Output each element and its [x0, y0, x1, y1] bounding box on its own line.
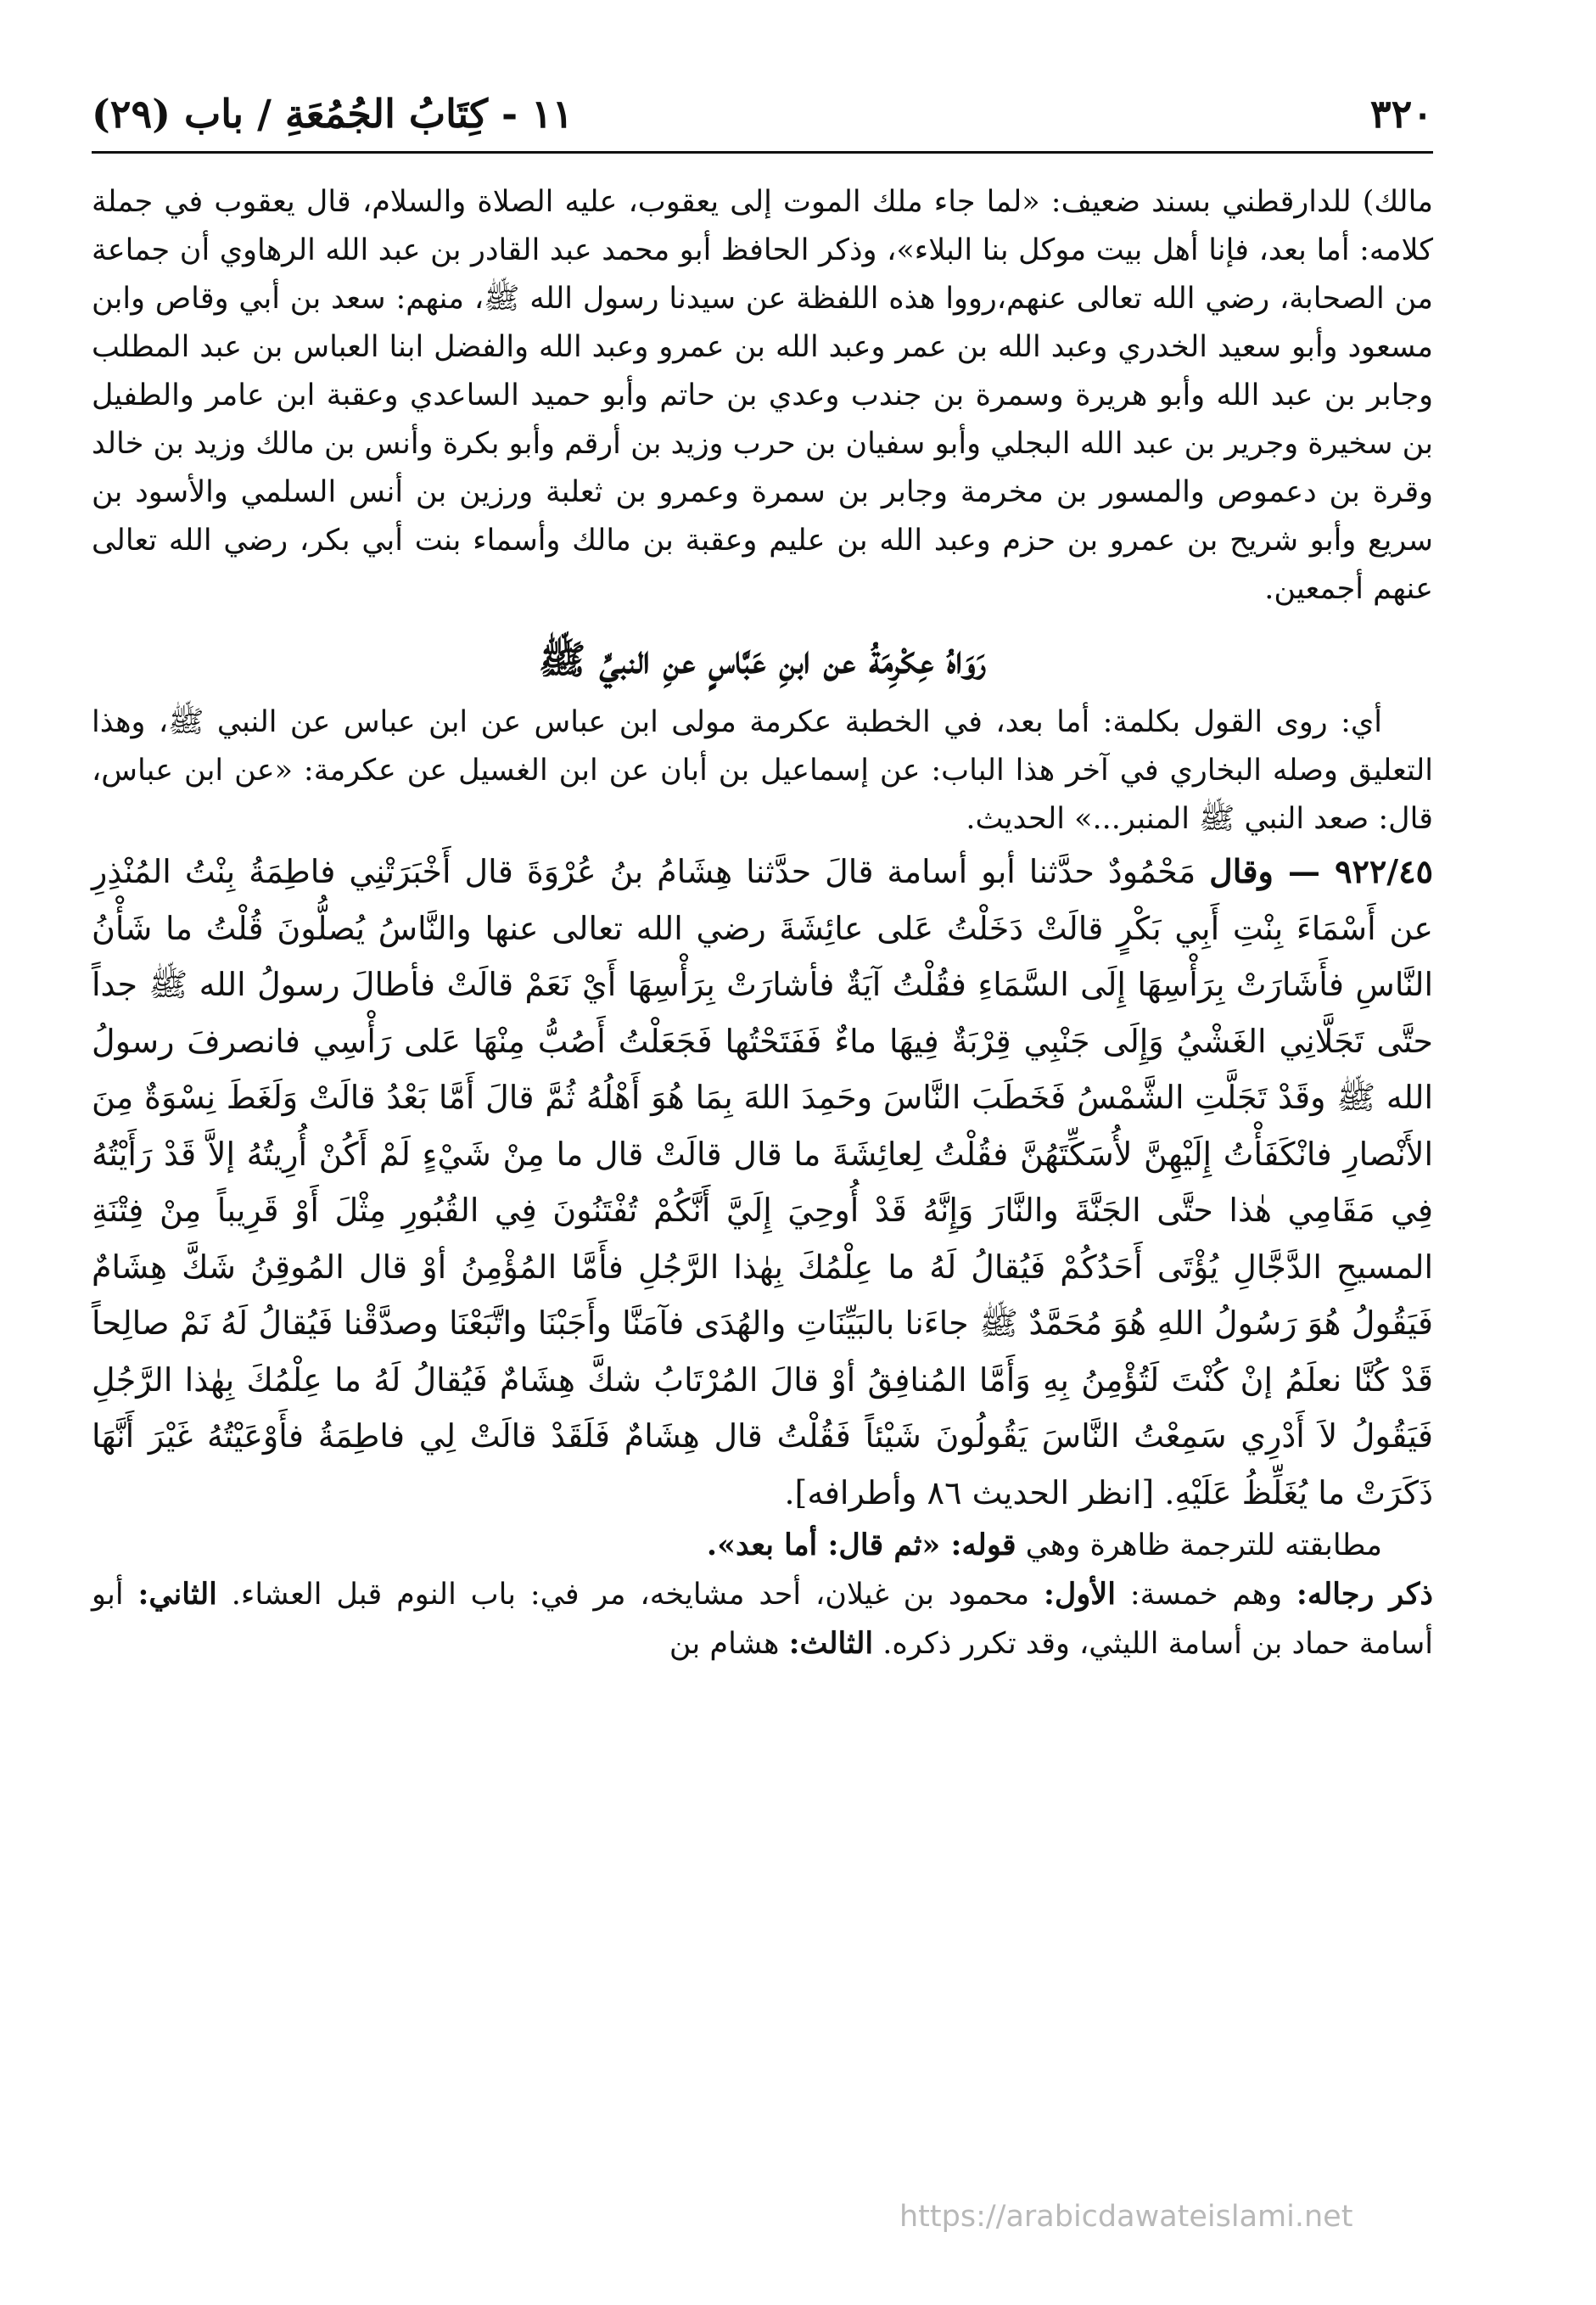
page-header	[92, 83, 1433, 144]
mutabaqa-bold: قوله: «ثم قال: أما بعد».	[706, 1528, 1016, 1562]
rijal-label: ذكر رجاله:	[1296, 1577, 1433, 1612]
mutabaqa-text: مطابقته للترجمة ظاهرة وهي	[1025, 1528, 1382, 1562]
header-divider	[92, 151, 1433, 154]
page-number: ٣٢٠	[1369, 91, 1433, 137]
watermark-url: https://arabicdawateislami.net	[899, 2200, 1353, 2234]
mutabaqa-paragraph	[92, 1521, 1433, 1570]
rijal-text-1: وهم خمسة:	[1129, 1578, 1283, 1612]
page-body	[92, 178, 1433, 1668]
rijal-paragraph	[92, 1570, 1433, 1668]
rijal-text-3: أبو أسامة حماد بن أسامة الليثي، وقد تكرر ذكره.	[92, 1578, 1433, 1661]
rijal-text-4: هشام بن	[669, 1627, 780, 1661]
rijal-text-2: محمود بن غيلان، أحد مشايخه، مر في: باب النوم قبل العشاء.	[231, 1578, 1030, 1612]
hadith-number: ٩٢٢/٤٥ — وقال	[1209, 852, 1433, 890]
hadith-text: مَحْمُودٌ حدَّثنا أبو أسامة قالَ حدَّثنا هِشَامُ بنُ عُرْوَةَ قال أَخْبَرَتْنِي فاطِمَةُ بِنْتُ المُنْذِرِ عن أَسْمَاءَ بِنْتِ أَبِي بَكْرٍ قالَتْ دَخَلْتُ عَلى عائِشَةَ رضي الله تعالى عنها والنَّاسُ يُصلُّونَ قُلْتُ ما شَأْنُ النَّاسِ فأَشَارَتْ بِرَأْسِهَا إِلَى السَّمَاءِ فقُلْتُ آيَةٌ فأشارَتْ بِرَأْسِهَا أَيْ نَعَمْ قالَتْ فأطالَ رسولُ الله ﷺ جداً حتَّى تَجَلَّانِي الغَشْيُ وَإِلَى جَنْبِي قِرْبَةٌ فِيهَا ماءٌ فَفَتَحْتُها فَجَعَلْتُ أَصُبُّ مِنْهَا عَلى رَأْسِي فانصرفَ رسولُ الله ﷺ وقَدْ تَجَلَّتِ الشَّمْسُ فَخَطَبَ النَّاسَ وحَمِدَ اللهَ بِمَا هُوَ أَهْلُهُ ثُمَّ قالَ أَمَّا بَعْدُ قالَتْ وَلَغَطَ نِسْوَةٌ مِنَ الأَنْصارِ فانْكَفَأْتُ إِلَيْهِنَّ لأُسَكِّتَهُنَّ فقُلْتُ لِعائِشَةَ ما قال قالَتْ قال ما مِنْ شَيْءٍ لَمْ أَكُنْ أُرِيتُهُ إلاَّ قَدْ رَأَيْتُهُ فِي مَقَامِي هٰذا حتَّى الجَنَّةَ والنَّارَ وَإِنَّهُ قَدْ أُوحِيَ إِلَيَّ أَنَّكُمْ تُفْتَنُونَ فِي القُبُورِ مِثْلَ أَوْ قَرِيباً مِنْ فِتْنَةِ المسيحِ الدَّجَّالِ يُؤْتَى أَحَدُكُمْ فَيُقالُ لَهُ ما عِلْمُكَ بِهٰذا الرَّجُلِ فأَمَّا المُؤْمِنُ أوْ قال المُوقِنُ شَكَّ هِشَامٌ فَيَقُولُ هُوَ رَسُولُ اللهِ هُوَ مُحَمَّدٌ ﷺ جاءَنا بالبَيِّنَاتِ والهُدَى فآمَنَّا وأَجَبْنَا واتَّبَعْنَا وصدَّقْنا فَيُقالُ لَهُ نَمْ صالِحاً قَدْ كُنَّا نعلَمُ إنْ كُنْتَ لَتُؤْمِنُ بِهِ وَأَمَّا المُنافِقُ أوْ قالَ المُرْتَابُ شكَّ هِشَامٌ فَيُقالُ لَهُ ما عِلْمُكَ بِهٰذا الرَّجُلِ فَيَقُولُ لاَ أَدْرِي سَمِعْتُ النَّاسَ يَقُولُونَ شَيْئاً فَقُلْتُ قال هِشَامٌ فَلَقَدْ قالَتْ لِي فاطِمَةُ فأَوْعَيْتُهُ غَيْرَ أَنَّهَا ذَكَرَتْ ما يُغَلِّظُ عَلَيْهِ. [انظر الحديث ٨٦ وأطرافه].	[92, 853, 1434, 1511]
hadith-paragraph	[92, 844, 1433, 1521]
rijal-second-label: الثاني:	[137, 1577, 217, 1612]
commentary-paragraph: أي: روى القول بكلمة: أما بعد، في الخطبة عكرمة مولى ابن عباس عن ابن عباس عن النبي ﷺ، وهذا التعليق وصله البخاري في آخر هذا الباب: عن إسماعيل بن أبان عن ابن الغسيل عن عكرمة: «عن ابن عباس، قال: صعد النبي ﷺ المنبر...» الحديث.	[92, 705, 1433, 836]
rijal-third-label: الثالث:	[788, 1626, 874, 1661]
rijal-first-label: الأول:	[1044, 1577, 1116, 1612]
section-heading: رَوَاهُ عِكْرِمَةُ عن ابنِ عَبَّاسٍ عنِ النبيِّ ﷺ	[538, 637, 987, 682]
section-title: ١١ - كِتَابُ الجُمُعَةِ / باب (٢٩)	[92, 91, 574, 137]
intro-paragraph: مالك) للدارقطني بسند ضعيف: «لما جاء ملك الموت إلى يعقوب، عليه الصلاة والسلام، قال يعقوب في جملة كلامه: أما بعد، فإنا أهل بيت موكل بنا البلاء»، وذكر الحافظ أبو محمد عبد القادر بن عبد الله الرهاوي أن جماعة من الصحابة، رضي الله تعالى عنهم،رووا هذه اللفظة عن سيدنا رسول الله ﷺ، منهم: سعد بن أبي وقاص وابن مسعود وأبو سعيد الخدري وعبد الله بن عمر وعبد الله بن عمرو وعبد الله والفضل ابنا العباس بن عبد المطلب وجابر بن عبد الله وأبو هريرة وسمرة بن جندب وعدي بن حاتم وأبو حميد الساعدي وعقبة ابن عامر والطفيل بن سخيرة وجرير بن عبد الله البجلي وأبو سفيان بن حرب وزيد بن أرقم وأبو بكرة وأنس بن مالك وزيد بن خالد وقرة بن دعموص والمسور بن مخرمة وجابر بن سمرة وعمرو بن ثعلبة ورزين بن أنس السلمي والأسود بن سريع وأبو شريح بن عمرو بن حزم وعبد الله بن عليم وعقبة بن مالك وأسماء بنت أبي بكر، رضي الله تعالى عنهم أجمعين.	[92, 185, 1433, 606]
